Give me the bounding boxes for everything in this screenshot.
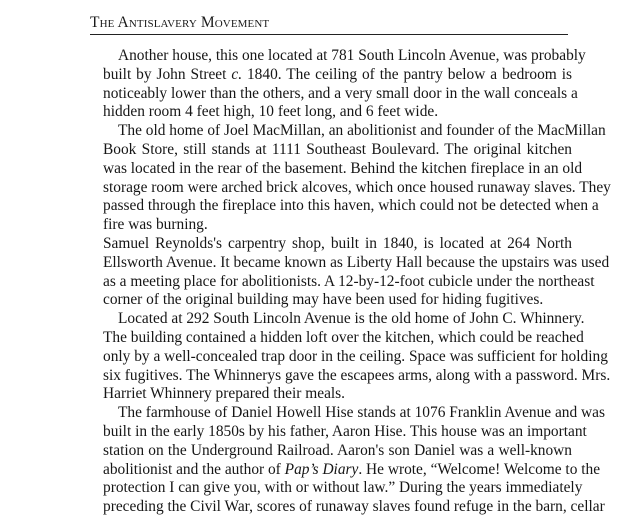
text-line: built in the early 1850s by his father, Aaron Hise. This house was an important <box>103 422 587 440</box>
text-line: The farmhouse of Daniel Howell Hise stands at 1076 Franklin Avenue and was <box>118 404 605 422</box>
text-line: fire was burning. <box>103 216 208 234</box>
text-line: storage room were arched brick alcoves, which once housed runaway slaves. They <box>103 178 611 196</box>
text-line: six fugitives. The Whinnerys gave the escapees arms, along with a password. Mrs. <box>103 366 611 384</box>
text-line: station on the Underground Railroad. Aaron's son Daniel was a well-known <box>103 441 572 459</box>
text-line: Another house, this one located at 781 South Lincoln Avenue, was probably <box>118 47 586 64</box>
text-line: passed through the fireplace into this haven, which could not be detected when a <box>103 197 599 215</box>
text-line: only by a well-concealed trap door in the ceiling. Space was sufficient for holding <box>103 347 608 365</box>
text-line: Located at 292 South Lincoln Avenue is the old home of John C. Whinnery. <box>118 310 585 328</box>
text-line: as a meeting place for abolitionists. A 12-by-12-foot cubicle under the northeast <box>103 272 595 290</box>
paragraph <box>88 310 611 404</box>
running-head-title: The Antislavery Movement <box>90 14 270 31</box>
paragraph <box>88 122 611 235</box>
text-line: Harriet Whinnery prepared their meals. <box>103 385 346 403</box>
text-line: Book Store, still stands at 1111 Southeast Boulevard. The original kitchen <box>103 140 572 158</box>
running-head <box>90 14 568 35</box>
text-line: Samuel Reynolds's carpentry shop, built in 1840, is located at 264 North <box>103 234 572 252</box>
paragraph <box>88 234 610 310</box>
paragraph <box>88 404 605 517</box>
text-line: preceding the Civil War, scores of runaway slaves found refuge in the barn, cellar <box>103 498 605 516</box>
text-line: Ellsworth Avenue. It became known as Liberty Hall because the upstairs was used <box>103 253 610 271</box>
paragraph <box>88 47 586 122</box>
text-line: protection I can give you, with or without law.” During the years immediately <box>103 479 583 497</box>
text-line: built by John Street c. 1840. The ceiling of the pantry below a bedroom is <box>103 65 572 83</box>
text-line: noticeably lower than the others, and a very small door in the wall conceals a <box>103 84 578 102</box>
body-text <box>88 47 611 517</box>
text-line: abolitionist and the author of Pap’s Diary. He wrote, “Welcome! Welcome to the <box>103 460 601 478</box>
text-line: corner of the original building may have been used for hiding fugitives. <box>103 291 544 309</box>
text-line: hidden room 4 feet high, 10 feet long, and 6 feet wide. <box>103 103 439 121</box>
text-line: The old home of Joel MacMillan, an abolitionist and founder of the MacMillan <box>118 122 606 140</box>
text-line: The building contained a hidden loft over the kitchen, which could be reached <box>103 328 584 346</box>
text-line: was located in the rear of the basement. Behind the kitchen fireplace in an old <box>103 159 583 177</box>
